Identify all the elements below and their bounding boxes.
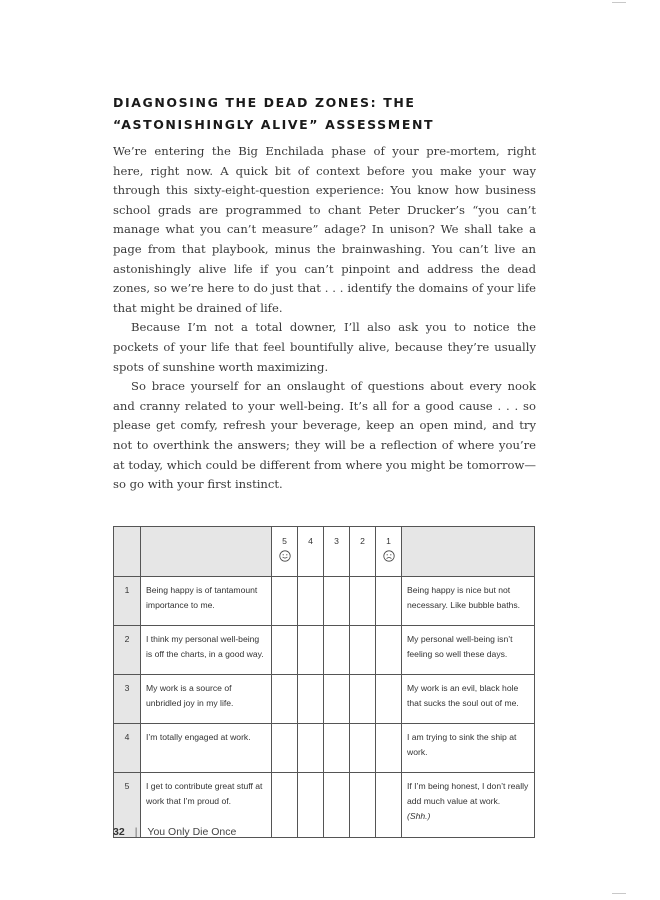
rating-cell-2[interactable] <box>350 724 376 773</box>
happy-face-icon <box>279 550 291 562</box>
rating-cell-2[interactable] <box>350 577 376 626</box>
rating-header-5: 5 <box>272 527 298 577</box>
negative-statement: My personal well-being isn’t feeling so well these days. <box>402 626 535 675</box>
rating-cell-4[interactable] <box>298 773 324 838</box>
negative-statement: I am trying to sink the ship at work. <box>402 724 535 773</box>
paragraph-intro: We’re entering the Big Enchilada phase of your pre-mortem, right here, right now. A quick bit of context before you make your way through this sixty-eight-question experience: You know how business school grads are programmed to chant Peter Drucker’s “you can’t manage what you can’t measure” adage? In unison? We shall take a page from that playbook, minus the brainwashing. You can’t live an astonishingly alive life if you can’t pinpoint and address the dead zones, so we’re here to do just that . . . identify the domains of your life that might be drained of life. <box>113 144 536 315</box>
paragraph-pockets: Because I’m not a total downer, I’ll also ask you to notice the pockets of your life that feel bountifully alive, because they’re usually spots of sunshine worth maximizing. <box>113 320 536 374</box>
rating-cell-2[interactable] <box>350 773 376 838</box>
rating-cell-4[interactable] <box>298 675 324 724</box>
rating-header-3: 3 <box>324 527 350 577</box>
rating-cell-3[interactable] <box>324 626 350 675</box>
rating-cell-5[interactable] <box>272 724 298 773</box>
book-title: You Only Die Once <box>147 826 237 838</box>
section-heading: DIAGNOSING THE DEAD ZONES: THE “ASTONISHINGLY ALIVE” ASSESSMENT <box>113 95 435 132</box>
footer-separator: | <box>134 826 138 838</box>
page-number: 32 <box>113 826 125 838</box>
table-row <box>114 724 535 773</box>
negative-statement: If I’m being honest, I don’t really add much value at work. <box>407 781 529 806</box>
rating-cell-1[interactable] <box>376 724 402 773</box>
sad-face-icon <box>383 550 395 562</box>
rating-cell-5[interactable] <box>272 675 298 724</box>
table-row <box>114 675 535 724</box>
header-blank-left <box>141 527 272 577</box>
positive-statement: My work is a source of unbridled joy in my life. <box>141 675 272 724</box>
body-text <box>113 142 536 495</box>
rating-cell-4[interactable] <box>298 724 324 773</box>
negative-statement-cell <box>402 773 535 838</box>
header-blank-num <box>114 527 141 577</box>
page-footer <box>113 826 236 838</box>
table-header-row <box>114 527 535 577</box>
rating-header-1: 1 <box>376 527 402 577</box>
paragraph-brace: So brace yourself for an onslaught of questions about every nook and cranny related to your well-being. It’s all for a good cause . . . so please get comfy, refresh your beverage, keep an open mind, and try not to overthink the answers; they will be a reflection of where you’re at today, which could be different from where you might be tomorrow—so go with your first instinct. <box>113 379 536 492</box>
aside-note: (Shh.) <box>407 811 431 821</box>
rating-cell-4[interactable] <box>298 577 324 626</box>
row-number: 4 <box>114 724 141 773</box>
rating-cell-1[interactable] <box>376 675 402 724</box>
negative-statement: My work is an evil, black hole that sucks the soul out of me. <box>402 675 535 724</box>
assessment-table <box>113 526 535 838</box>
rating-header-2: 2 <box>350 527 376 577</box>
rating-cell-1[interactable] <box>376 773 402 838</box>
row-number: 5 <box>114 773 141 838</box>
rating-cell-3[interactable] <box>324 773 350 838</box>
row-number: 3 <box>114 675 141 724</box>
positive-statement: I’m totally engaged at work. <box>141 724 272 773</box>
table-row <box>114 577 535 626</box>
rating-cell-3[interactable] <box>324 577 350 626</box>
crop-mark-top <box>612 2 626 3</box>
negative-statement: Being happy is nice but not necessary. Like bubble baths. <box>402 577 535 626</box>
table-row <box>114 626 535 675</box>
rating-cell-5[interactable] <box>272 773 298 838</box>
row-number: 1 <box>114 577 141 626</box>
header-blank-right <box>402 527 535 577</box>
positive-statement: Being happy is of tantamount importance to me. <box>141 577 272 626</box>
row-number: 2 <box>114 626 141 675</box>
rating-cell-3[interactable] <box>324 675 350 724</box>
positive-statement: I get to contribute great stuff at work that I’m proud of. <box>141 773 272 838</box>
rating-cell-1[interactable] <box>376 577 402 626</box>
rating-cell-2[interactable] <box>350 675 376 724</box>
rating-cell-1[interactable] <box>376 626 402 675</box>
rating-header-4: 4 <box>298 527 324 577</box>
positive-statement: I think my personal well-being is off the charts, in a good way. <box>141 626 272 675</box>
rating-cell-2[interactable] <box>350 626 376 675</box>
crop-mark-bottom <box>612 893 626 894</box>
rating-cell-3[interactable] <box>324 724 350 773</box>
rating-cell-5[interactable] <box>272 626 298 675</box>
rating-cell-5[interactable] <box>272 577 298 626</box>
rating-cell-4[interactable] <box>298 626 324 675</box>
